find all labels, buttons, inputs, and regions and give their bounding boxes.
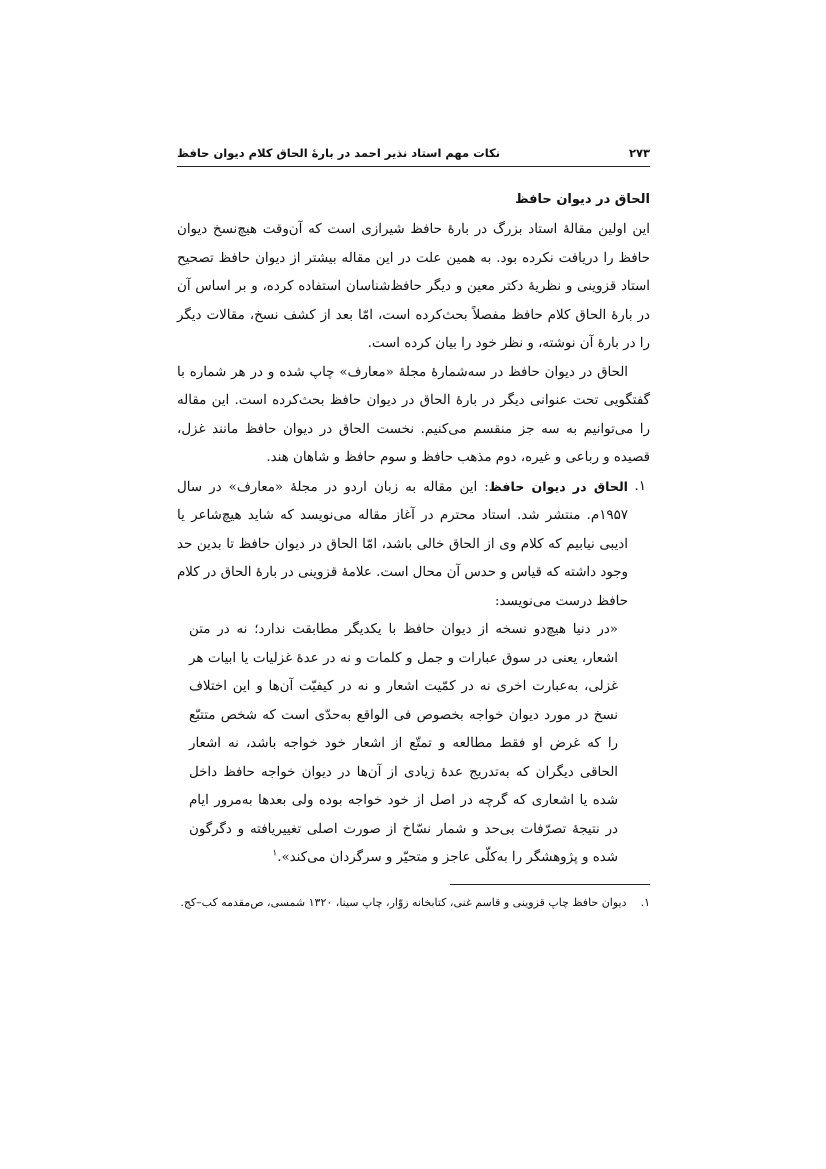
running-title: نکات مهم استاد نذیر احمد در بارهٔ الحاق کلام دیوان حافظ: [177, 146, 501, 160]
footnote-rule: [450, 884, 650, 885]
header-rule: [177, 166, 650, 167]
block-quote: [177, 616, 650, 873]
footnote-text: دیوان حافظ چاپ قزوینی و قاسم غنی، کتابخانه زوّار، چاپ سینا، ۱۳۲۰ شمسی، ص‌مقدمه کب–کج.: [180, 896, 627, 909]
running-header: [177, 142, 650, 164]
list-item-1: [177, 473, 650, 617]
footnote: [177, 894, 650, 912]
paragraph-1: این اولین مقالهٔ استاد بزرگ در بارهٔ حافظ شیرازی است که آن‌وقت هیچ‌نسخ دیوان حافظ را دریافت نکرده بود. به همین علت در این مقاله بیشتر از دیوان حافظ تصحیح استاد قزوینی و نظریهٔ دکتر معین و دیگر حافظ‌شناسان استفاده کرده، و بر اساس آن در بارهٔ الحاق کلام حافظ مفصلاً بحث‌کرده است، امّا بعد از کشف نسخ، مقالات دیگر را در بارهٔ آن نوشته، و نظر خود را بیان کرده است.: [177, 222, 650, 351]
main-text: [177, 184, 650, 873]
section-title: الحاق در دیوان حافظ: [515, 192, 650, 207]
quote-text: «در دنیا هیچ‌دو نسخه از دیوان حافظ با یکدیگر مطابقت ندارد؛ نه در متن اشعار، یعنی در سوق عبارات و جمل و کلمات و نه در عدهٔ غزلیات یا ابیات هر غزلی، به‌عبارت اخری نه در کمّیت اشعار و نه در کیفیّت آن‌ها و این اختلاف نسخ در مورد دیوان خواجه بخصوص فی الواقع به‌حدّی است که شخص متتبّع را که غرض او فقط مطالعه و تمتّع از اشعار خود خواجه باشد، نه اشعار الحاقی دیگران که به‌تدریج عدهٔ زیادی از آن‌ها در دیوان خواجه حافظ داخل شده یا اشعاری که گرچه در اصل از خود خواجه بوده ولی بعدها به‌مرور ایام در نتیجهٔ تصرّفات بی‌حد و شمار نسّاخ از صورت اصلی تغییریافته و دگرگون شده و پژوهشگر را به‌کلّی عاجز و متحیّر و سرگردان می‌کند».: [189, 622, 618, 865]
list-item-text: : این مقاله به زبان اردو در مجلهٔ «معارف» در سال ۱۹۵۷م. منتشر شد. استاد محترم در آغاز مقاله می‌نویسد که شاید هیچ‌شاعر یا ادیبی نیابیم که کلام وی از الحاق خالی باشد، امّا الحاق در دیوان حافظ تا بدین حد وجود داشته که قیاس و حدس آن محال است. علامهٔ قزوینی در بارهٔ الحاق در کلام حافظ درست می‌نویسد:: [177, 479, 628, 609]
footnote-number: ۱.: [640, 896, 650, 909]
footnote-reference[interactable]: ۱: [272, 848, 278, 859]
list-item-number: ۱.: [634, 478, 646, 494]
page-number: ۲۷۳: [628, 146, 650, 160]
paragraph-2: الحاق در دیوان حافظ در سه‌شمارهٔ مجلهٔ «معارف» چاپ شده و در هر شماره با گفتگویی تحت عنوانی دیگر در بارهٔ الحاق در دیوان حافظ بحث‌کرده است. این مقاله را می‌توانیم به سه جز منقسم می‌کنیم. نخست الحاق در دیوان حافظ مانند غزل، قصیده و رباعی و غیره، دوم مذهب حافظ و سوم حافظ و شاهان هند.: [177, 364, 650, 465]
list-item-lead: الحاق در دیوان حافظ: [488, 478, 628, 494]
